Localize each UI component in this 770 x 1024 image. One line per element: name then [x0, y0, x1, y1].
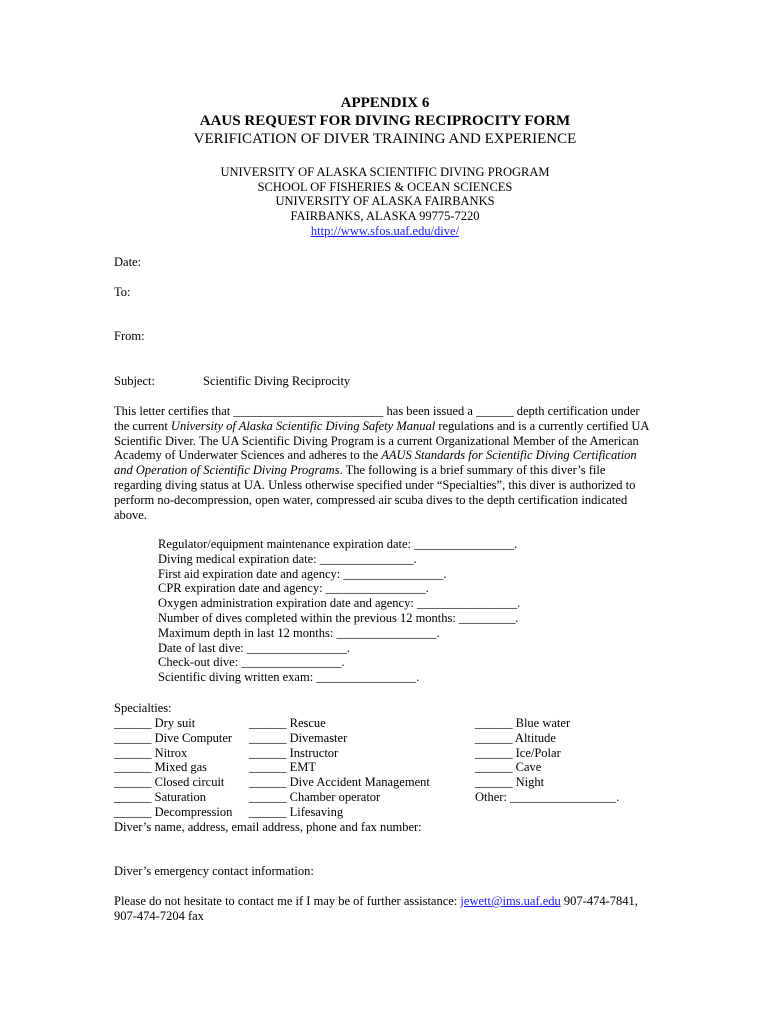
emergency-contact-label: Diver’s emergency contact information: — [114, 864, 314, 878]
fax-number: 907-474-7204 fax — [114, 909, 204, 923]
specialty-item: ______ Ice/Polar — [475, 745, 561, 760]
paragraph-part-3: . The following is a brief summary of this diver’s file regarding diving status at UA. Unless otherwise specified under “Specialties”, this diver is authorized to perform no-decompression, open water, compressed air scuba dives to the depth certification indicated above. — [114, 463, 636, 522]
specialty-item: ______ Night — [475, 775, 545, 790]
specialty-other: Other: _________________. — [475, 789, 620, 804]
contact-text: Please do not hesitate to contact me if I may be of further assistance: — [114, 894, 461, 908]
from-label: From: — [114, 329, 145, 343]
address-line-3: UNIVERSITY OF ALASKA FAIRBANKS — [275, 194, 495, 208]
program-url-link[interactable]: http://www.sfos.uaf.edu/dive/ — [310, 224, 460, 238]
paragraph-part-2: regulations and is a currently certified UA Scientific Diver. The UA Scientific Diving Program is a current Organizational Member of the American Academy of Underwater Sciences and adheres to the — [114, 418, 649, 463]
specialty-item: ______ Rescue — [249, 716, 326, 730]
form-title: AAUS REQUEST FOR DIVING RECIPROCITY FORM — [199, 113, 571, 129]
specialties-column-1 — [114, 716, 232, 820]
specialty-item: ______ Altitude — [475, 730, 556, 745]
safety-manual-title: University of Alaska Scientific Diving Safety Manual — [170, 418, 436, 433]
specialty-item: ______ Mixed gas — [114, 760, 208, 775]
specialties-heading: Specialties: — [114, 701, 172, 715]
checklist-item: Date of last dive: ________________. — [158, 640, 350, 655]
checklist-item: First aid expiration date and agency: ________________. — [158, 566, 447, 581]
status-checklist — [158, 537, 520, 685]
specialty-item: ______ Dry suit — [114, 716, 196, 730]
address-line-4: FAIRBANKS, ALASKA 99775-7220 — [290, 209, 480, 223]
subject-label: Subject: — [114, 374, 155, 388]
subject-value: Scientific Diving Reciprocity — [203, 374, 351, 388]
checklist-item: Maximum depth in last 12 months: ________________. — [158, 625, 440, 640]
specialty-item: ______ Chamber operator — [249, 789, 381, 804]
diver-info-label: Diver’s name, address, email address, phone and fax number: — [114, 820, 422, 834]
phone-number: 907-474-7841, — [560, 894, 638, 908]
specialties-column-3 — [475, 716, 619, 805]
specialty-item: ______ Cave — [475, 760, 542, 775]
specialty-item: ______ EMT — [249, 760, 317, 775]
address-line-1: UNIVERSITY OF ALASKA SCIENTIFIC DIVING PROGRAM — [220, 165, 550, 179]
aaus-standards-title: AAUS Standards for Scientific Diving Certification and Operation of Scientific Diving Programs — [114, 448, 637, 478]
specialty-item: ______ Saturation — [114, 789, 207, 804]
checklist-item: Regulator/equipment maintenance expiration date: ________________. — [158, 537, 518, 551]
to-label: To: — [114, 285, 131, 299]
date-label: Date: — [114, 255, 142, 269]
form-subtitle: VERIFICATION OF DIVER TRAINING AND EXPERIENCE — [193, 131, 577, 147]
contact-line — [114, 894, 638, 909]
checklist-item: Check-out dive: ________________. — [158, 655, 345, 670]
checklist-item: Number of dives completed within the previous 12 months: _________. — [158, 610, 519, 625]
specialty-item: ______ Lifesaving — [249, 804, 344, 819]
checklist-item: CPR expiration date and agency: ________________. — [158, 581, 429, 596]
specialty-item: ______ Instructor — [249, 745, 339, 760]
certification-paragraph — [114, 404, 654, 522]
specialties-column-2 — [249, 716, 430, 820]
specialty-item: ______ Divemaster — [249, 730, 348, 745]
specialty-item: ______ Decompression — [114, 804, 233, 819]
specialty-item: ______ Dive Accident Management — [249, 775, 430, 790]
email-link[interactable]: jewett@ims.uaf.edu — [460, 894, 561, 908]
specialty-item: ______ Blue water — [475, 716, 571, 730]
specialty-item: ______ Nitrox — [114, 745, 188, 760]
paragraph-part-1: This letter certifies that ________________________ has been issued a ______ depth certification under the current — [114, 404, 640, 433]
appendix-heading: APPENDIX 6 — [340, 95, 430, 111]
checklist-item: Oxygen administration expiration date and agency: ________________. — [158, 596, 521, 611]
specialty-item: ______ Closed circuit — [114, 775, 225, 790]
address-line-2: SCHOOL OF FISHERIES & OCEAN SCIENCES — [257, 180, 513, 194]
specialty-item: ______ Dive Computer — [114, 730, 233, 745]
checklist-item: Scientific diving written exam: ________________. — [158, 670, 420, 685]
checklist-item: Diving medical expiration date: _______________. — [158, 551, 417, 566]
